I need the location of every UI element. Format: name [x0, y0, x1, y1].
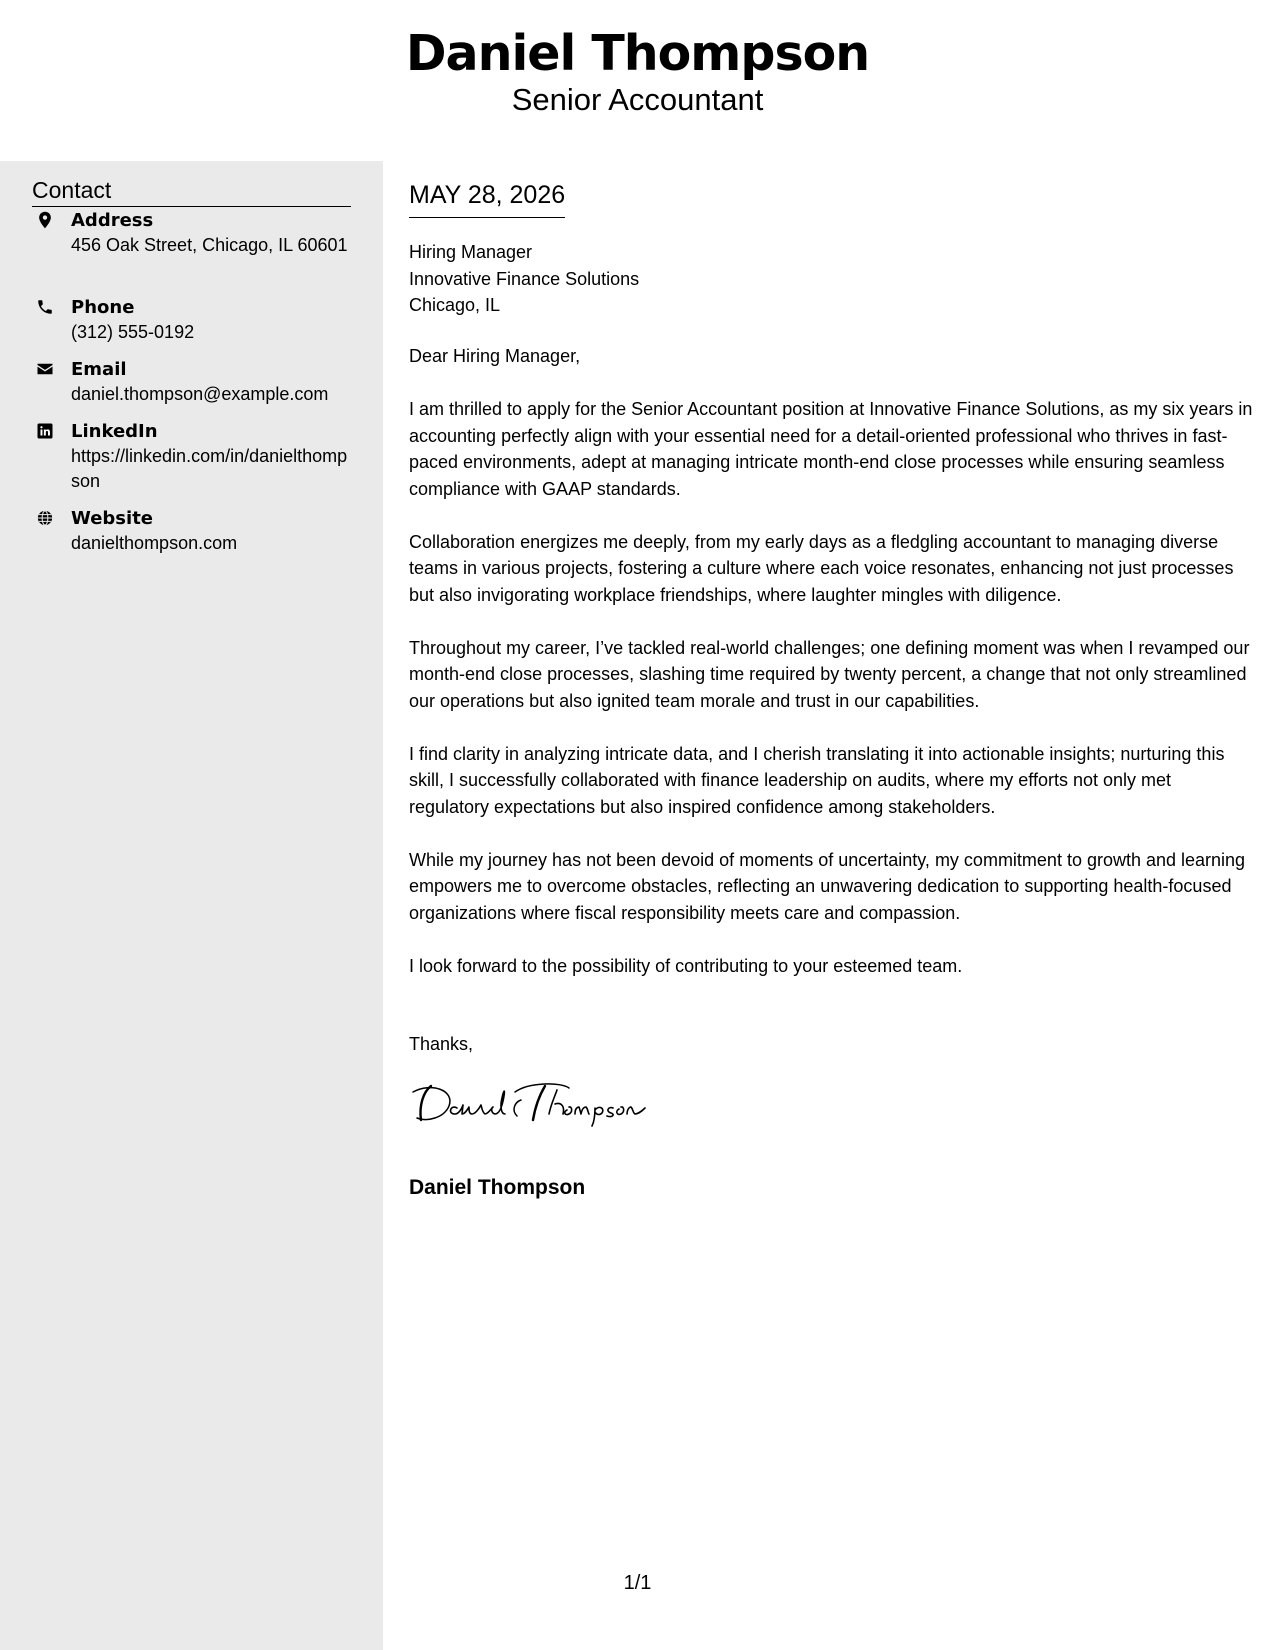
contact-heading: Contact — [32, 175, 351, 207]
recipient-block — [409, 239, 639, 319]
letter-text — [409, 343, 1254, 1006]
recipient-line: Chicago, IL — [409, 295, 501, 315]
address-value: 456 Oak Street, Chicago, IL 60601 — [71, 235, 348, 255]
linkedin-value: https://linkedin.com/in/danielthompson — [71, 446, 348, 491]
letter-paragraph: I am thrilled to apply for the Senior Accountant position at Innovative Finance Solutions, as my six years in accounting perfectly align with your essential need for a detail-oriented professional who thrives in fast-paced environments, adept at managing intricate month-end close processes while ensuring seamless compliance with GAAP standards. — [409, 399, 1253, 499]
globe-icon — [36, 509, 54, 527]
letter-paragraph: While my journey has not been devoid of moments of uncertainty, my commitment to growth and learning empowers me to overcome obstacles, reflecting an unwavering dedication to supporting health-focused organizations where fiscal responsibility meets care and compassion. — [409, 849, 1246, 923]
applicant-title: Senior Accountant — [511, 82, 764, 117]
signature-image — [409, 1078, 679, 1128]
map-pin-icon — [36, 211, 54, 229]
letter-paragraph: I look forward to the possibility of contributing to your esteemed team. — [409, 955, 963, 976]
recipient-line: Innovative Finance Solutions — [409, 268, 640, 289]
envelope-icon — [36, 360, 54, 378]
letter-paragraph: I find clarity in analyzing intricate data, and I cherish translating it into actionable insights; nurturing this skill, I successfully collaborated with finance leadership on audits, where my efforts not only met regulatory expectations but also inspired confidence among stakeholders. — [409, 743, 1225, 817]
linkedin-icon — [36, 422, 54, 440]
recipient-line: Hiring Manager — [409, 242, 533, 262]
letter-paragraph: Collaboration energizes me deeply, from my early days as a fledgling accountant to managing diverse teams in various projects, fostering a culture where each voice resonates, enhancing not just processes but also invigorating workplace friendships, where laughter mingles with diligence. — [409, 531, 1234, 605]
contact-sidebar — [0, 161, 383, 1650]
email-label: Email — [71, 359, 127, 380]
salutation: Dear Hiring Manager, — [409, 346, 581, 366]
address-label: Address — [71, 210, 154, 231]
phone-value: (312) 555-0192 — [71, 322, 195, 342]
page-number: 1/1 — [623, 1572, 652, 1594]
phone-icon — [36, 298, 54, 316]
letter-date: MAY 28, 2026 — [409, 179, 565, 218]
linkedin-label: LinkedIn — [71, 421, 158, 442]
letter-paragraph: Throughout my career, I’ve tackled real-world challenges; one defining moment was when I revamped our month-end close processes, slashing time required by twenty percent, a change that not only streamlined our operations but also ignited team morale and trust in our capabilities. — [409, 637, 1250, 711]
phone-label: Phone — [71, 297, 135, 318]
email-value: daniel.thompson@example.com — [71, 384, 329, 404]
signer-name: Daniel Thompson — [409, 1176, 586, 1199]
website-value: danielthompson.com — [71, 533, 238, 553]
letter-header — [0, 0, 1275, 161]
website-label: Website — [71, 508, 154, 529]
closing: Thanks, — [409, 1034, 474, 1054]
applicant-name: Daniel Thompson — [405, 25, 870, 82]
